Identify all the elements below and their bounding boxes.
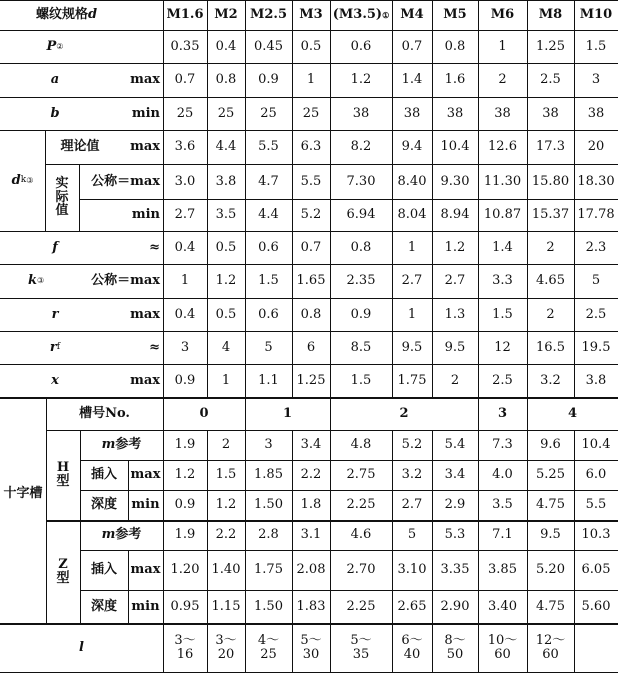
- param-b-cell: 25: [302, 105, 320, 121]
- param-rf-cell: 9.5: [401, 339, 423, 355]
- param-x-cell: 1: [221, 372, 231, 388]
- l-range-cell: 12～ 60: [535, 632, 566, 662]
- Z-max-cell: 3.85: [488, 562, 517, 578]
- param-f-cell: 1.2: [444, 239, 466, 255]
- Z-m-cell: 2.8: [258, 527, 279, 543]
- dk-actual-min-cell: 17.78: [577, 207, 615, 223]
- param-r-cell: 0.4: [174, 306, 196, 322]
- grid-line: [0, 0, 618, 1]
- size-header-1: M2: [214, 7, 238, 23]
- grid-line: [80, 460, 618, 461]
- grid-line: [207, 430, 208, 672]
- param-f-cell: 0.8: [350, 239, 372, 255]
- H-min-label: min: [131, 497, 160, 513]
- size-header-2: M2.5: [249, 7, 287, 23]
- Z-min-cell: 1.50: [254, 598, 283, 614]
- param-x-symbol: x: [51, 372, 59, 388]
- param-a-cell: 1.6: [444, 72, 466, 88]
- dk-actual-label: 实 际 值: [55, 176, 69, 219]
- param-P-cell: 1.25: [536, 38, 565, 54]
- param-x-cell: 1.1: [258, 372, 279, 388]
- Z-min-label: min: [131, 598, 160, 614]
- param-b-symbol: b: [50, 105, 60, 121]
- dk-actual-max-cell: 11.30: [483, 173, 522, 189]
- dk-theory-cell: 4.4: [215, 139, 237, 155]
- param-k-cell: 1.2: [215, 273, 237, 289]
- slot-no-1: 1: [282, 405, 293, 421]
- param-r-cell: 2.5: [585, 306, 607, 322]
- H-max-cell: 3.2: [401, 467, 423, 483]
- H-min-cell: 2.7: [401, 497, 423, 513]
- dk-theory-cell: 8.2: [350, 139, 372, 155]
- grid-line: [79, 164, 80, 231]
- param-b-cell: 25: [217, 105, 235, 121]
- dk-actual-max-cell: 15.80: [531, 173, 570, 189]
- dk-theory-cell: 20: [587, 139, 605, 155]
- param-P-cell: 0.5: [300, 38, 322, 54]
- H-min-cell: 1.8: [300, 497, 322, 513]
- H-m-cell: 1.9: [174, 437, 196, 453]
- grid-line: [0, 623, 618, 625]
- param-a-cell: 0.7: [174, 72, 196, 88]
- Z-type-label: Z 型: [56, 556, 70, 586]
- dk-actual-min-cell: 5.2: [300, 207, 322, 223]
- param-b-cell: 38: [542, 105, 559, 121]
- param-r-condition: max: [130, 306, 160, 322]
- param-P-cell: 0.35: [170, 38, 200, 54]
- dk-actual-min-cell: 10.87: [483, 207, 522, 223]
- Z-min-cell: 2.90: [440, 598, 470, 614]
- param-rf-cell: 6: [306, 339, 316, 355]
- grid-line: [478, 430, 479, 672]
- H-m-cell: 3: [264, 437, 273, 453]
- param-a-cell: 0.9: [258, 72, 279, 88]
- param-r-cell: 0.8: [300, 306, 322, 322]
- param-k-cell: 1.65: [296, 273, 326, 289]
- grid-line: [80, 430, 81, 623]
- param-k-cell: 2.7: [444, 273, 466, 289]
- H-min-cell: 0.9: [174, 497, 196, 513]
- param-a-cell: 2.5: [540, 72, 561, 88]
- size-header-0: M1.6: [166, 7, 204, 23]
- Z-min-cell: 2.25: [346, 598, 376, 614]
- Z-min-cell: 1.15: [211, 598, 241, 614]
- grid-line: [0, 231, 618, 232]
- param-x-cell: 2.5: [492, 372, 513, 388]
- dk-theory-cell: 12.6: [488, 139, 517, 155]
- grid-line: [46, 520, 618, 522]
- H-type-label: H 型: [56, 460, 70, 489]
- H-min-cell: 3.5: [492, 497, 513, 513]
- param-k-cell: 2.7: [401, 273, 423, 289]
- grid-line: [292, 430, 293, 672]
- grid-line: [128, 550, 129, 623]
- param-f-cell: 2.3: [585, 239, 607, 255]
- grid-line: [80, 490, 618, 491]
- dk-actual-max-cell: 3.0: [174, 173, 196, 189]
- slot-no-2: 2: [399, 405, 409, 421]
- H-min-cell: 1.50: [254, 497, 283, 513]
- param-b-condition: min: [131, 105, 160, 121]
- grid-line: [245, 430, 246, 672]
- grid-line: [0, 63, 618, 64]
- grid-line: [432, 430, 433, 672]
- Z-m-cell: 3.1: [300, 527, 322, 543]
- dk-actual-min-cell: 8.94: [440, 207, 470, 223]
- param-rf-cell: 8.5: [350, 339, 372, 355]
- grid-line: [0, 397, 618, 399]
- Z-max-cell: 1.20: [170, 562, 200, 578]
- param-P-cell: 0.6: [350, 38, 372, 54]
- Z-max-label: max: [130, 562, 161, 578]
- grid-line: [46, 397, 47, 623]
- Z-m-cell: 5.3: [444, 527, 466, 543]
- dk-actual-max-condition: 公称＝max: [91, 173, 160, 189]
- param-a-cell: 1: [306, 72, 316, 88]
- slot-no-label: 槽号 No.: [79, 405, 130, 421]
- grid-line: [245, 397, 246, 430]
- l-range-cell: 6～ 40: [401, 632, 423, 662]
- param-f-condition: ≈: [149, 239, 160, 255]
- grid-line: [79, 199, 618, 200]
- param-f-cell: 0.7: [300, 239, 322, 255]
- param-P-condition: [66, 30, 163, 63]
- param-f-symbol: f: [52, 239, 58, 255]
- H-m-cell: 4.8: [350, 437, 372, 453]
- grid-line: [330, 430, 331, 672]
- H-insert-label: 插入: [90, 467, 117, 483]
- H-m-cell: 7.3: [492, 437, 513, 453]
- l-range-cell: 3～ 20: [215, 632, 237, 662]
- grid-line: [392, 0, 393, 397]
- dk-theory-cell: 9.4: [401, 139, 423, 155]
- param-f-cell: 2: [546, 239, 555, 255]
- grid-line: [527, 0, 528, 397]
- dk-actual-min-cell: 8.04: [397, 207, 427, 223]
- dk-theory-condition: max: [130, 139, 160, 155]
- param-b-cell: 38: [587, 105, 605, 121]
- grid-line: [80, 590, 618, 591]
- H-min-cell: 1.2: [215, 497, 237, 513]
- size-header-7: M6: [490, 7, 515, 23]
- grid-line: [478, 397, 479, 430]
- param-r-cell: 1.3: [444, 306, 466, 322]
- grid-line: [0, 298, 618, 299]
- H-m-cell: 3.4: [300, 437, 322, 453]
- Z-m-cell: 10.3: [581, 527, 611, 543]
- Z-min-cell: 1.83: [296, 598, 326, 614]
- Z-max-cell: 3.35: [440, 562, 470, 578]
- Z-max-cell: 1.40: [211, 562, 241, 578]
- size-header-8: M8: [538, 7, 563, 23]
- param-P-cell: 1.5: [585, 38, 607, 54]
- dk-actual-max-cell: 8.40: [397, 173, 427, 189]
- grid-line: [0, 364, 618, 365]
- grid-line: [128, 460, 129, 520]
- param-a-cell: 3: [591, 72, 601, 88]
- param-k-cell: 5: [591, 273, 601, 289]
- param-rf-cell: 5: [264, 339, 273, 355]
- param-rf-symbol: r f: [49, 339, 61, 355]
- param-k-cell: 2.35: [346, 273, 376, 289]
- Z-m-cell: 7.1: [492, 527, 513, 543]
- l-range-cell: 8～ 50: [444, 632, 466, 662]
- param-x-cell: 1.25: [296, 372, 326, 388]
- Z-max-cell: 2.08: [296, 562, 326, 578]
- Z-min-cell: 2.65: [397, 598, 427, 614]
- param-rf-cell: 3: [180, 339, 190, 355]
- grid-line: [392, 430, 393, 672]
- H-min-cell: 4.75: [536, 497, 565, 513]
- H-min-cell: 2.25: [346, 497, 376, 513]
- Z-m-cell: 4.6: [350, 527, 372, 543]
- grid-line: [46, 430, 618, 431]
- param-rf-cell: 9.5: [444, 339, 466, 355]
- Z-m-cell: 9.5: [540, 527, 561, 543]
- Z-max-cell: 6.05: [581, 562, 611, 578]
- param-b-cell: 38: [494, 105, 511, 121]
- grid-line: [45, 130, 46, 231]
- param-k-cell: 3.3: [492, 273, 513, 289]
- Z-min-cell: 0.95: [170, 598, 200, 614]
- param-x-cell: 1.75: [397, 372, 427, 388]
- param-k-cell: 1.5: [258, 273, 279, 289]
- param-x-cell: 0.9: [174, 372, 196, 388]
- dk-actual-min-cell: 4.4: [258, 207, 279, 223]
- size-header-6: M5: [443, 7, 467, 23]
- param-b-cell: 38: [403, 105, 421, 121]
- param-P-cell: 0.8: [444, 38, 466, 54]
- param-r-cell: 1: [407, 306, 417, 322]
- grid-line: [0, 130, 618, 131]
- dk-theory-cell: 17.3: [536, 139, 565, 155]
- H-max-cell: 4.0: [492, 467, 513, 483]
- grid-line: [45, 164, 618, 165]
- param-f-cell: 0.6: [258, 239, 279, 255]
- grid-line: [163, 430, 164, 672]
- dk-theory-label: 理论值: [60, 139, 100, 155]
- H-max-cell: 6.0: [585, 467, 607, 483]
- H-max-cell: 3.4: [444, 467, 466, 483]
- Z-max-cell: 1.75: [254, 562, 283, 578]
- H-max-label: max: [130, 467, 161, 483]
- slot-no-3: 3: [497, 405, 508, 421]
- H-m-cell: 5.4: [444, 437, 466, 453]
- Z-insert-label: 插入: [90, 562, 117, 578]
- param-r-cell: 0.5: [215, 306, 237, 322]
- dk-actual-max-cell: 3.8: [215, 173, 237, 189]
- param-P-symbol: P ②: [46, 38, 64, 54]
- param-x-condition: max: [130, 372, 160, 388]
- H-max-cell: 1.2: [174, 467, 196, 483]
- Z-min-cell: 3.40: [488, 598, 517, 614]
- dk-actual-max-cell: 4.7: [258, 173, 279, 189]
- param-P-cell: 0.7: [401, 38, 423, 54]
- Z-depth-label: 深度: [90, 598, 117, 614]
- H-max-cell: 1.5: [215, 467, 237, 483]
- l-range-cell: 4～ 25: [257, 632, 280, 662]
- param-k-symbol: k ③: [28, 273, 45, 289]
- Z-max-cell: 5.20: [536, 562, 565, 578]
- dk-actual-min-cell: 6.94: [346, 207, 376, 223]
- grid-line: [0, 264, 618, 265]
- size-header-4: (M3.5) ①: [332, 7, 390, 23]
- param-k-cell: 4.65: [536, 273, 565, 289]
- slot-no-4: 4: [567, 405, 578, 421]
- param-x-cell: 3.2: [540, 372, 561, 388]
- param-x-cell: 3.8: [585, 372, 607, 388]
- grid-line: [245, 0, 246, 397]
- H-max-cell: 1.85: [254, 467, 283, 483]
- H-m-cell: 9.6: [540, 437, 561, 453]
- dk-theory-cell: 6.3: [300, 139, 322, 155]
- param-k-condition: 公称＝max: [91, 273, 160, 289]
- l-range-cell: 10～ 60: [487, 632, 518, 662]
- param-f-cell: 1.4: [492, 239, 513, 255]
- H-max-cell: 5.25: [536, 467, 565, 483]
- dk-actual-min-cell: 15.37: [531, 207, 570, 223]
- param-r-cell: 0.6: [258, 306, 279, 322]
- Z-min-cell: 4.75: [536, 598, 565, 614]
- param-P-cell: 0.4: [215, 38, 237, 54]
- H-m-cell: 5.2: [401, 437, 423, 453]
- param-r-cell: 0.9: [350, 306, 372, 322]
- H-max-cell: 2.2: [300, 467, 322, 483]
- dk-actual-max-cell: 5.5: [300, 173, 322, 189]
- param-rf-cell: 16.5: [536, 339, 565, 355]
- H-max-cell: 2.75: [346, 467, 376, 483]
- param-r-cell: 2: [546, 306, 555, 322]
- param-dk-symbol: d k ③: [11, 172, 34, 188]
- dk-actual-min-condition: min: [131, 207, 160, 223]
- Z-max-cell: 3.10: [397, 562, 427, 578]
- param-b-cell: 38: [446, 105, 464, 121]
- param-rf-condition: ≈: [149, 339, 160, 355]
- grid-line: [207, 0, 208, 397]
- param-f-cell: 1: [407, 239, 417, 255]
- Z-m-cell: 5: [407, 527, 417, 543]
- H-m-label: m 参考: [101, 437, 142, 453]
- dk-actual-max-cell: 9.30: [440, 173, 470, 189]
- grid-line: [330, 0, 331, 397]
- param-a-cell: 1.2: [350, 72, 372, 88]
- param-f-cell: 0.4: [174, 239, 196, 255]
- grid-line: [0, 97, 618, 98]
- H-depth-label: 深度: [90, 497, 117, 513]
- Z-max-cell: 2.70: [346, 562, 376, 578]
- param-x-cell: 1.5: [350, 372, 372, 388]
- grid-line: [432, 0, 433, 397]
- Z-m-label: m 参考: [101, 527, 142, 543]
- param-b-cell: 25: [176, 105, 194, 121]
- slot-no-0: 0: [199, 405, 209, 421]
- param-x-cell: 2: [450, 372, 460, 388]
- param-a-symbol: a: [50, 72, 60, 88]
- H-m-cell: 10.4: [581, 437, 611, 453]
- dk-theory-cell: 5.5: [258, 139, 279, 155]
- size-header-3: M3: [299, 7, 323, 23]
- dk-actual-min-cell: 2.7: [174, 207, 196, 223]
- Z-min-cell: 5.60: [581, 598, 611, 614]
- grid-line: [527, 397, 528, 430]
- grid-line: [527, 430, 528, 672]
- param-b-cell: 38: [352, 105, 370, 121]
- cross-recess-label: 十字槽: [3, 485, 43, 501]
- Z-m-cell: 2.2: [215, 527, 237, 543]
- Z-m-cell: 1.9: [174, 527, 196, 543]
- dk-actual-max-cell: 7.30: [346, 173, 376, 189]
- param-r-symbol: r: [51, 306, 59, 322]
- param-P-cell: 1: [498, 38, 507, 54]
- dk-theory-cell: 10.4: [440, 139, 470, 155]
- spec-header: 螺纹规格 d: [36, 7, 98, 23]
- grid-line: [574, 430, 575, 672]
- grid-line: [163, 0, 164, 397]
- size-header-9: M10: [579, 7, 613, 23]
- param-f-cell: 0.5: [215, 239, 237, 255]
- dk-actual-min-cell: 3.5: [215, 207, 237, 223]
- param-P-cell: 0.45: [254, 38, 283, 54]
- H-m-cell: 2: [221, 437, 231, 453]
- l-range-cell: 5～ 35: [350, 632, 372, 662]
- param-l-symbol: l: [79, 639, 84, 655]
- H-min-cell: 2.9: [444, 497, 466, 513]
- l-range-cell: 3～ 16: [174, 632, 196, 662]
- grid-line: [292, 0, 293, 397]
- param-a-cell: 1.4: [401, 72, 423, 88]
- param-a-cell: 0.8: [215, 72, 237, 88]
- grid-line: [0, 331, 618, 332]
- param-r-cell: 1.5: [492, 306, 513, 322]
- grid-line: [163, 397, 164, 430]
- param-k-cell: 1: [180, 273, 190, 289]
- dk-actual-max-cell: 18.30: [577, 173, 615, 189]
- grid-line: [478, 0, 479, 397]
- grid-line: [0, 30, 618, 31]
- H-min-cell: 5.5: [585, 497, 607, 513]
- param-rf-cell: 12: [494, 339, 511, 355]
- param-a-cell: 2: [498, 72, 507, 88]
- param-a-condition: max: [130, 72, 160, 88]
- l-range-cell: 5～ 30: [300, 632, 322, 662]
- grid-line: [80, 550, 618, 551]
- param-rf-cell: 4: [221, 339, 231, 355]
- grid-line: [330, 397, 331, 430]
- dk-theory-cell: 3.6: [174, 139, 196, 155]
- size-header-5: M4: [400, 7, 424, 23]
- grid-line: [574, 0, 575, 397]
- param-rf-cell: 19.5: [581, 339, 611, 355]
- param-b-cell: 25: [260, 105, 277, 121]
